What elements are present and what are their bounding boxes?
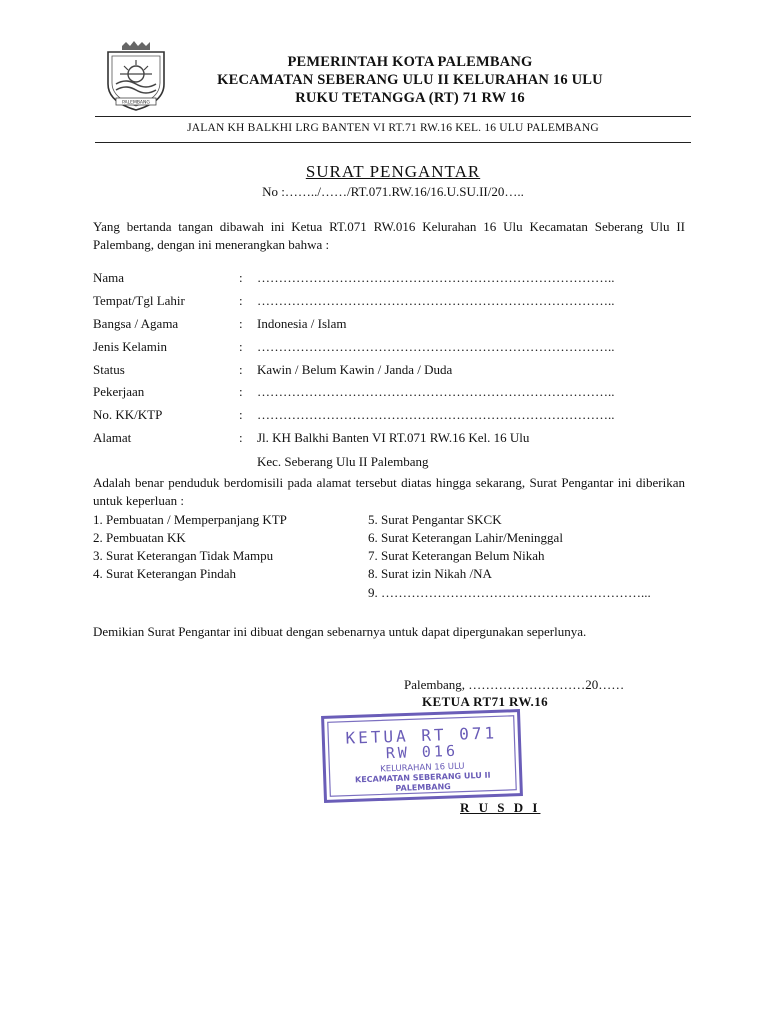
field-label: Bangsa / Agama xyxy=(93,316,179,331)
field-label: Tempat/Tgl Lahir xyxy=(93,293,185,308)
list-item: 5. Surat Pengantar SKCK xyxy=(368,512,502,527)
signer-name: R U S D I xyxy=(460,800,541,815)
field-label: No. KK/KTP xyxy=(93,407,163,422)
list-item: 2. Pembuatan KK xyxy=(93,530,186,545)
divider-top xyxy=(95,116,691,117)
field-value: ……………………………………………………………………….. xyxy=(257,339,615,354)
stamp-line-3: KELURAHAN 16 ULU xyxy=(380,761,465,775)
stamp-line-5: PALEMBANG xyxy=(395,782,451,793)
letterhead-line-2: KECAMATAN SEBERANG ULU II KELURAHAN 16 ULU xyxy=(217,72,603,88)
field-label: Alamat xyxy=(93,430,132,445)
closing-statement: Demikian Surat Pengantar ini dibuat dengan sebenarnya untuk dapat dipergunakan seperlunya. xyxy=(93,624,587,639)
document-number: No :……../……/RT.071.RW.16/16.U.SU.II/20….. xyxy=(262,184,524,199)
intro-paragraph: Yang bertanda tangan dibawah ini Ketua RT.071 RW.016 Kelurahan 16 Ulu Kecamatan Seberang Ulu II Palembang, dengan ini menerangkan bahwa : xyxy=(93,219,685,252)
field-label: Nama xyxy=(93,270,125,285)
stamp-line-1: KETUA RT 071 xyxy=(345,723,498,748)
field-colon: : xyxy=(239,362,243,377)
place-and-date: Palembang, ………………………20…… xyxy=(404,677,625,692)
logo-caption: PALEMBANG xyxy=(122,100,150,106)
official-stamp xyxy=(318,708,526,804)
letterhead-address: JALAN KH BALKHI LRG BANTEN VI RT.71 RW.16 KEL. 16 ULU PALEMBANG xyxy=(187,122,599,134)
letterhead xyxy=(150,53,670,107)
divider-bottom xyxy=(95,142,691,143)
field-colon: : xyxy=(239,384,243,399)
field-value: Kawin / Belum Kawin / Janda / Duda xyxy=(257,362,453,377)
list-item: 1. Pembuatan / Memperpanjang KTP xyxy=(93,512,287,527)
list-item: 6. Surat Keterangan Lahir/Meninggal xyxy=(368,530,563,545)
field-colon: : xyxy=(239,316,243,331)
list-item-other: 9. ……………………………………………………... xyxy=(368,585,651,600)
list-item: 3. Surat Keterangan Tidak Mampu xyxy=(93,548,274,563)
field-colon: : xyxy=(239,407,243,422)
field-label: Jenis Kelamin xyxy=(93,339,168,354)
field-colon: : xyxy=(239,339,243,354)
field-value: Indonesia / Islam xyxy=(257,316,347,331)
field-colon: : xyxy=(239,270,243,285)
list-item: 7. Surat Keterangan Belum Nikah xyxy=(368,548,545,563)
field-colon: : xyxy=(239,293,243,308)
document-title: SURAT PENGANTAR xyxy=(305,162,481,181)
field-value: Jl. KH Balkhi Banten VI RT.071 RW.16 Kel. 16 Ulu xyxy=(257,430,530,445)
field-value: ……………………………………………………………………….. xyxy=(257,407,615,422)
field-colon: : xyxy=(239,430,243,445)
purpose-list-right xyxy=(368,511,563,583)
letterhead-line-1: PEMERINTAH KOTA PALEMBANG xyxy=(287,54,533,70)
stamp-line-4: KECAMATAN SEBERANG ULU II xyxy=(354,770,491,785)
field-value: ……………………………………………………………………….. xyxy=(257,384,615,399)
stamp-line-2: RW 016 xyxy=(385,741,459,763)
field-label: Status xyxy=(93,362,125,377)
signature-title: KETUA RT71 RW.16 xyxy=(422,694,549,709)
field-label: Pekerjaan xyxy=(93,384,145,399)
list-item: 4. Surat Keterangan Pindah xyxy=(93,566,236,581)
field-value: ……………………………………………………………………….. xyxy=(257,293,615,308)
list-item: 8. Surat izin Nikah /NA xyxy=(368,566,492,581)
field-value: Kec. Seberang Ulu II Palembang xyxy=(257,454,429,469)
purpose-list-left xyxy=(93,511,287,583)
letterhead-line-3: RUKU TETANGGA (RT) 71 RW 16 xyxy=(295,90,525,106)
field-value: ……………………………………………………………………….. xyxy=(257,270,615,285)
purpose-paragraph: Adalah benar penduduk berdomisili pada alamat tersebut diatas hingga sekarang, Surat Pengantar ini diberikan untuk keperluan : xyxy=(93,475,685,508)
